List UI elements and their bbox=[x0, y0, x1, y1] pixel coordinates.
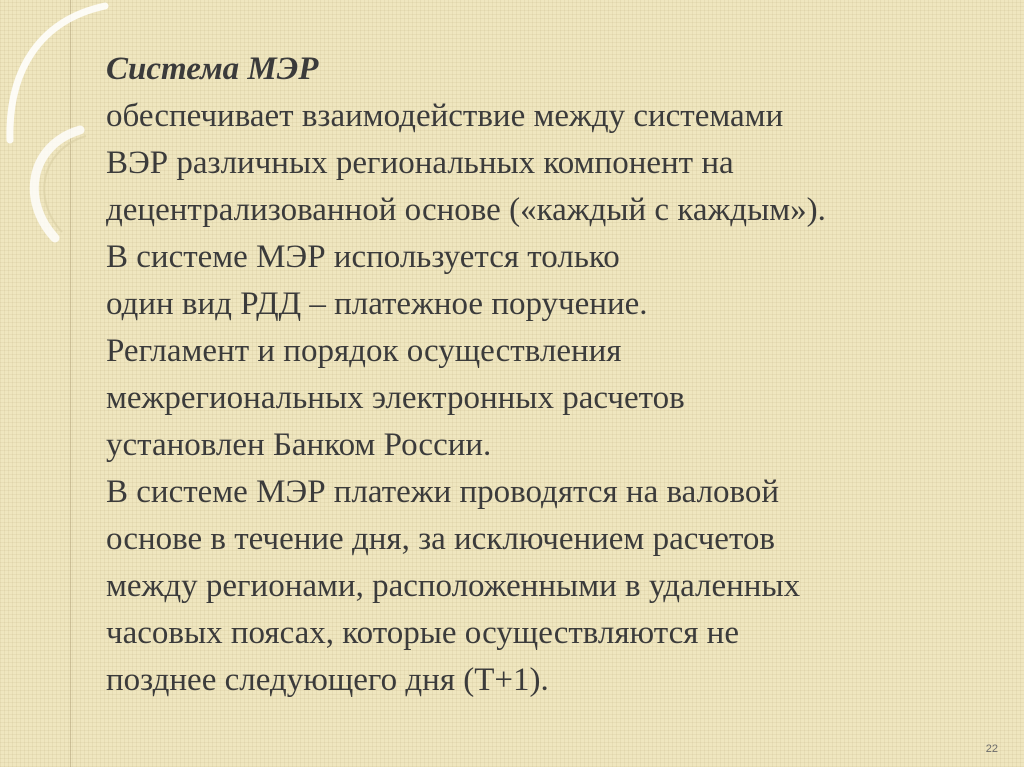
upper-arc bbox=[10, 6, 105, 140]
lower-arc-shadow bbox=[44, 136, 86, 232]
body-line: Регламент и порядок осуществления bbox=[106, 333, 622, 369]
body-line: один вид РДД – платежное поручение. bbox=[106, 286, 648, 322]
body-line: часовых поясах, которые осуществляются не bbox=[106, 615, 739, 651]
body-line: В системе МЭР платежи проводятся на валовой bbox=[106, 474, 780, 510]
body-line: позднее следующего дня (Т+1). bbox=[106, 662, 549, 698]
slide-title: Система МЭР bbox=[106, 51, 319, 87]
page-number: 22 bbox=[985, 743, 998, 755]
body-line: В системе МЭР используется только bbox=[106, 239, 620, 275]
body-line: межрегиональных электронных расчетов bbox=[106, 380, 685, 416]
body-line: основе в течение дня, за исключением расчетов bbox=[106, 521, 776, 557]
body-line: между регионами, расположенными в удаленных bbox=[106, 568, 801, 604]
body-line: ВЭР различных региональных компонент на bbox=[106, 145, 734, 181]
left-margin-rule bbox=[70, 0, 71, 767]
body-line: обеспечивает взаимодействие между системами bbox=[106, 98, 784, 134]
slide-body bbox=[106, 46, 986, 704]
body-line: децентрализованной основе («каждый с каждым»). bbox=[106, 192, 826, 228]
body-line: установлен Банком России. bbox=[106, 427, 492, 463]
lower-arc bbox=[34, 130, 80, 238]
